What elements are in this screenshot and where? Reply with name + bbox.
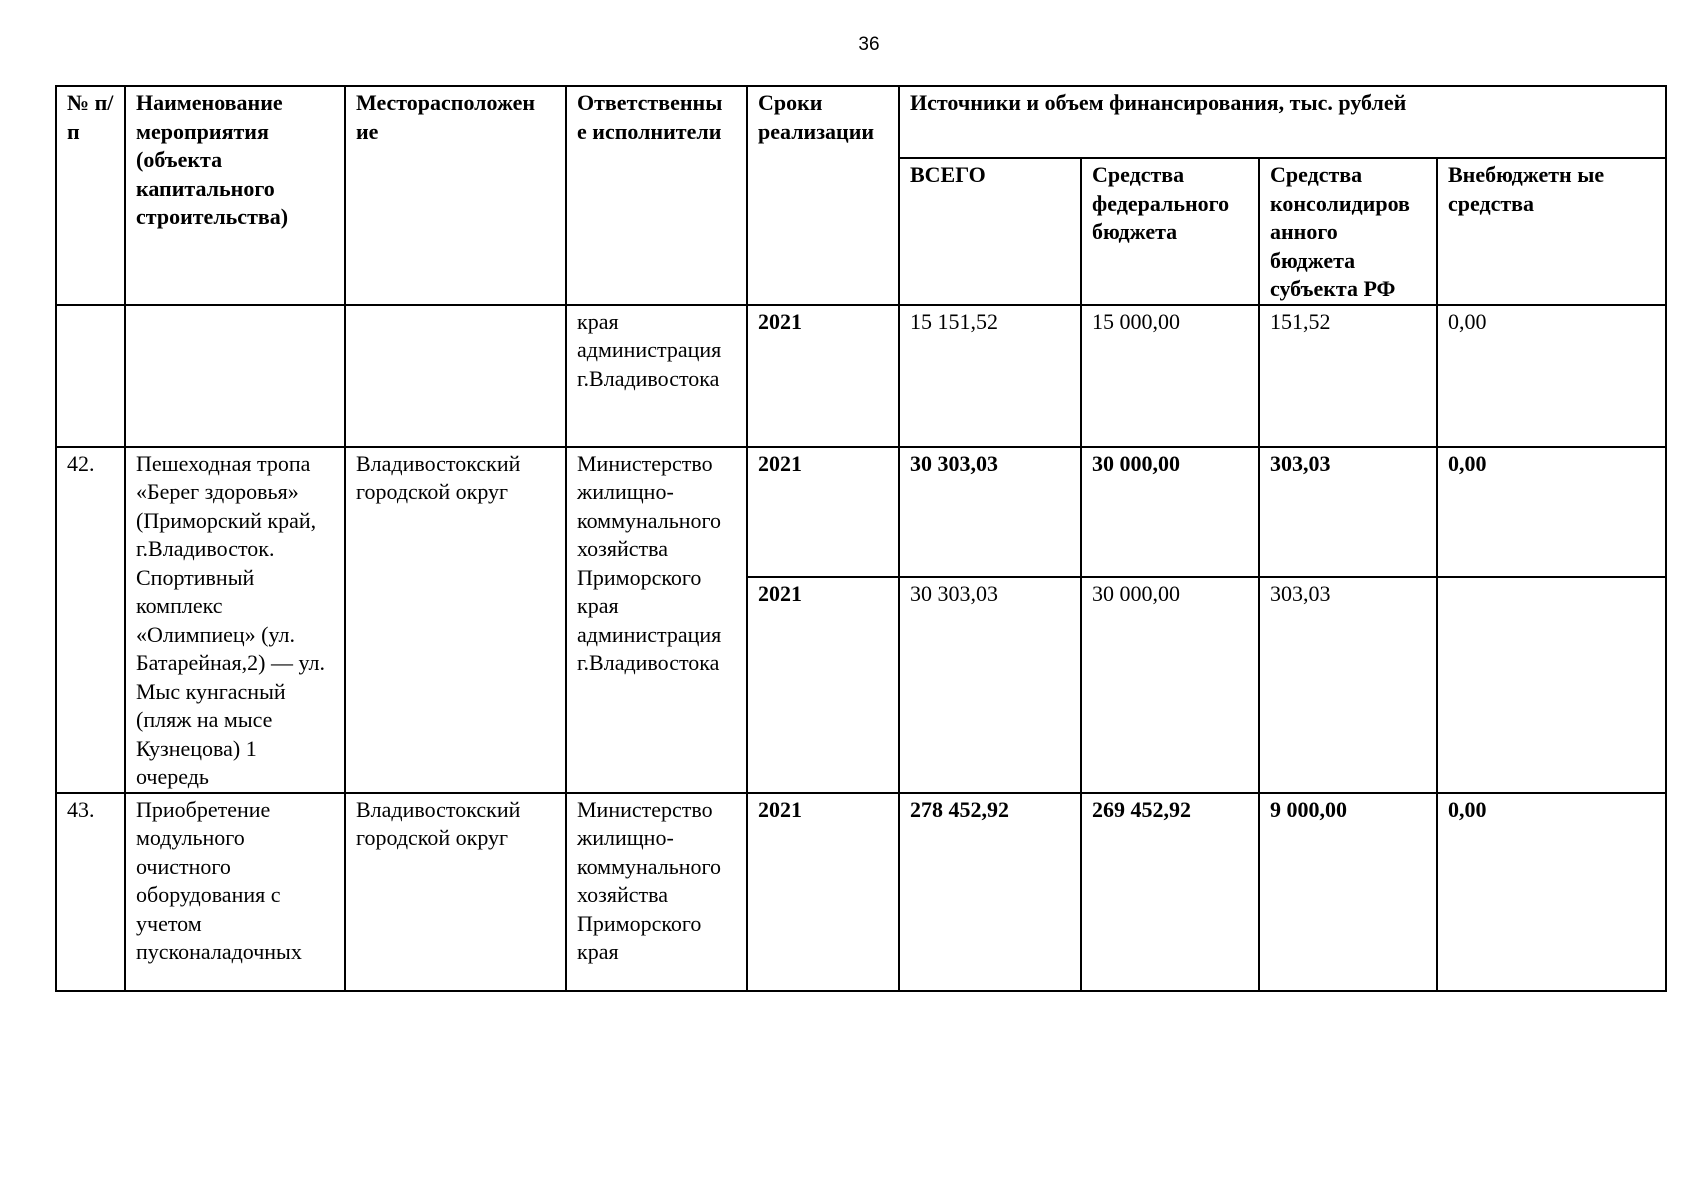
cell-consolidated: 151,52 <box>1259 305 1437 447</box>
cell-federal: 269 452,92 <box>1081 793 1259 991</box>
cell-consolidated: 303,03 <box>1259 447 1437 578</box>
cell-name: Пешеходная тропа «Берег здоровья» (Приморский край, г.Владивосток. Спортивный комплекс «Олимпиец» (ул. Батарейная,2) — ул. Мыс кунгасный (пляж на мысе Кузнецова) 1 очередь <box>125 447 345 793</box>
cell-responsible: Министерство жилищно-коммунального хозяйства Приморского края <box>566 793 747 991</box>
header-consolidated: Средства консолидиров анного бюджета субъекта РФ <box>1259 158 1437 305</box>
cell-federal: 30 000,00 <box>1081 447 1259 578</box>
cell-num <box>56 305 125 447</box>
header-name: Наименование мероприятия (объекта капитального строительства) <box>125 86 345 305</box>
funding-table <box>55 85 1667 992</box>
cell-total: 278 452,92 <box>899 793 1081 991</box>
cell-location: Владивостокский городской округ <box>345 447 566 793</box>
cell-extrabudget: 0,00 <box>1437 793 1666 991</box>
cell-consolidated: 9 000,00 <box>1259 793 1437 991</box>
table-row <box>56 447 1666 578</box>
header-period: Сроки реализации <box>747 86 899 305</box>
cell-name <box>125 305 345 447</box>
cell-responsible: края администрация г.Владивостока <box>566 305 747 447</box>
cell-extrabudget <box>1437 577 1666 792</box>
header-total: ВСЕГО <box>899 158 1081 305</box>
cell-period: 2021 <box>747 305 899 447</box>
cell-extrabudget: 0,00 <box>1437 447 1666 578</box>
cell-period: 2021 <box>747 577 899 792</box>
cell-consolidated: 303,03 <box>1259 577 1437 792</box>
cell-period: 2021 <box>747 793 899 991</box>
header-extrabudget: Внебюджетн ые средства <box>1437 158 1666 305</box>
header-funding: Источники и объем финансирования, тыс. рублей <box>899 86 1666 158</box>
header-responsible: Ответственны е исполнители <box>566 86 747 305</box>
table-row <box>56 305 1666 447</box>
cell-name: Приобретение модульного очистного оборудования с учетом пусконаладочных <box>125 793 345 991</box>
cell-total: 30 303,03 <box>899 577 1081 792</box>
page-number: 36 <box>858 34 880 55</box>
cell-total: 15 151,52 <box>899 305 1081 447</box>
header-num: № п/п <box>56 86 125 305</box>
cell-total: 30 303,03 <box>899 447 1081 578</box>
header-federal: Средства федерального бюджета <box>1081 158 1259 305</box>
header-row <box>56 86 1666 158</box>
cell-federal: 15 000,00 <box>1081 305 1259 447</box>
table-row <box>56 793 1666 991</box>
cell-num: 42. <box>56 447 125 793</box>
cell-responsible: Министерство жилищно-коммунального хозяйства Приморского края администрация г.Владивостока <box>566 447 747 793</box>
cell-federal: 30 000,00 <box>1081 577 1259 792</box>
cell-extrabudget: 0,00 <box>1437 305 1666 447</box>
cell-location <box>345 305 566 447</box>
header-location: Месторасположен ие <box>345 86 566 305</box>
cell-num: 43. <box>56 793 125 991</box>
cell-location: Владивостокский городской округ <box>345 793 566 991</box>
cell-period: 2021 <box>747 447 899 578</box>
